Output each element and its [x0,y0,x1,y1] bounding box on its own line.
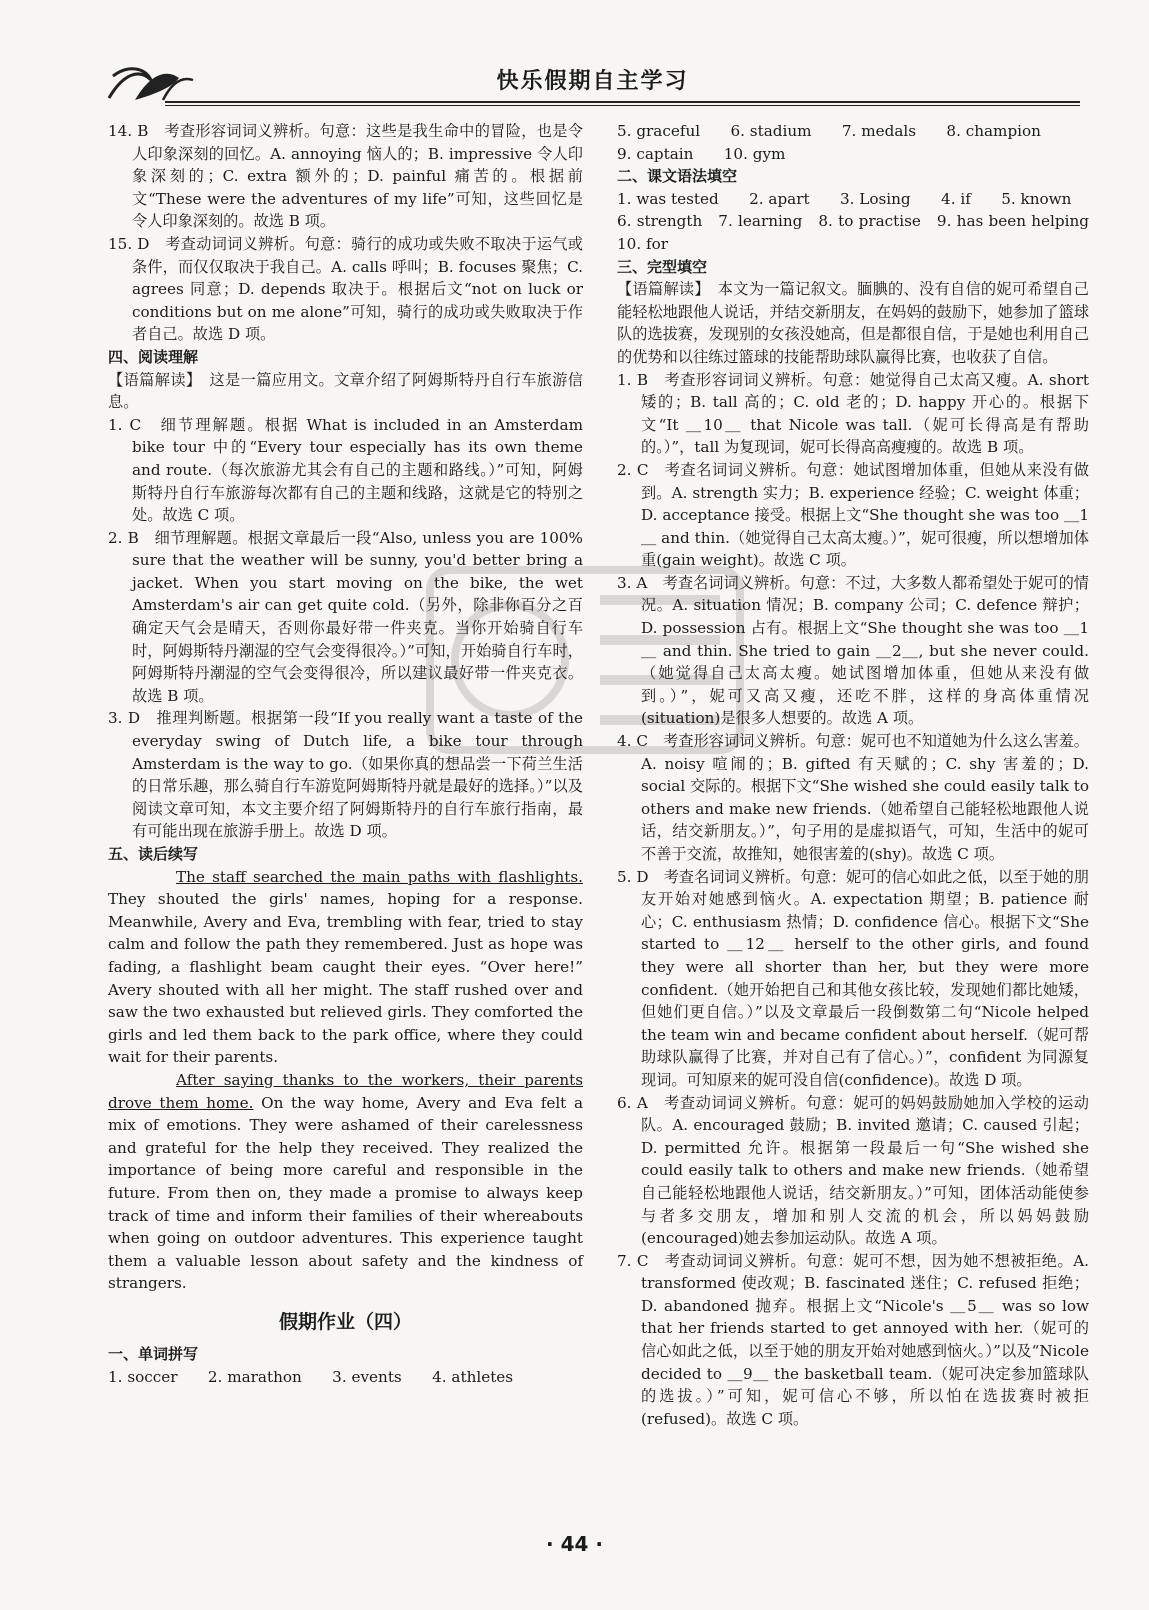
answer-14: 14. B 考查形容词词义辨析。句意：这些是我生命中的冒险，也是令人印象深刻的回忆。A. annoying 恼人的；B. impressive 令人印象深刻的；C. extra 额外的；D. painful 痛苦的。根据前文“These were the adventures of my life”可知，这些回忆是令人印象深刻的。故选 B 项。 [108,122,583,231]
continuation-paragraph-2 [108,1069,583,1295]
grammar-answers-1: 1. was tested 2. apart 3. Losing 4. if 5. known [617,189,1072,208]
spelling-answers-1: 1. soccer 2. marathon 3. events 4. athletes [108,1368,514,1387]
paragraph-1-body: They shouted the girls' names, hoping for a response. Meanwhile, Avery and Eva, trembling with fear, tried to stay calm and follow the path they remembered. Just as hope was fading, a flashlight beam caught their eyes. “Over here!” Avery shouted with all her might. The staff rushed over and saw the two exhausted but relieved girls. They comforted the girls and led them back to the park office, where they could wait for their parents. [108,890,583,1067]
spelling-answers-2: 5. graceful 6. stadium 7. medals 8. champion [617,122,1041,140]
grammar-answers-2: 6. strength 7. learning 8. to practise 9. has been helping 10. for [617,212,1105,253]
left-column [108,120,583,1389]
cloze-answer-7: 7. C 考查动词词义辨析。句意：妮可不想，因为她不想被拒绝。A. transformed 使改观；B. fascinated 迷住；C. refused 拒绝；D. abandoned 抛弃。根据上文“Nicole's ＿5＿ was so low that her friends started to get annoyed with her.（妮可的信心如此之低，以至于她的朋友开始对她感到恼火。）”以及“Nicole decided to ＿9＿ the basketball team.（妮可决定参加篮球队的选拔。）”可知，妮可信心不够，所以怕在选拔赛时被拒(refused)。故选 C 项。 [617,1251,1089,1428]
right-column [617,120,1105,1430]
page-header [105,50,1080,112]
section-grammar-fill: 二、课文语法填空 [617,167,738,186]
section-reading: 四、阅读理解 [108,347,199,366]
cloze-answer-1: 1. B 考查形容词词义辨析。句意：她觉得自己太高又瘦。A. short 矮的；B. tall 高的；C. old 老的；D. happy 开心的。根据下文“It ＿10＿ that Nicole was tall.（妮可长得高是有帮助的。）”，tall 为复现词，妮可长得高高瘦瘦的。故选 B 项。 [617,370,1089,457]
section-spelling: 一、单词拼写 [108,1345,199,1364]
reading-answer-1: 1. C 细节理解题。根据 What is included in an Amsterdam bike tour 中的“Every tour especially has its own theme and route.（每次旅游尤其会有自己的主题和路线。）”可知，阿姆斯特丹自行车旅游每次都有自己的主题和线路，这就是它的特别之处。故选 C 项。 [108,415,583,525]
spelling-answers-3: 9. captain 10. gym [617,144,786,163]
homework-title: 假期作业（四） [278,1310,412,1333]
page-number: · 44 · [546,1532,603,1556]
reading-answer-3: 3. D 推理判断题。根据第一段“If you really want a taste of the everyday swing of Dutch life, a bike tour through Amsterdam is the way to go.（如果你真的想品尝一下荷兰生活的日常乐趣，那么骑自行车游览阿姆斯特丹就是最好的选择。）”以及阅读文章可知，本文主要介绍了阿姆斯特丹的自行车旅行指南，最有可能出现在旅游手册上。故选 D 项。 [108,709,583,841]
header-rule [165,101,1080,106]
answer-15: 15. D 考查动词词义辨析。句意：骑行的成功或失败不取决于运气或条件，而仅仅取决于我自己。A. calls 呼叫；B. focuses 聚焦；C. agrees 同意；D. depends 取决于。根据后文“not on luck or conditions but on me alone”可知，骑行的成功或失败取决于作者自己。故选 D 项。 [108,234,583,344]
paragraph-2-body: On the way home, Avery and Eva felt a mix of emotions. They were ashamed of their carelessness and grateful for the help they received. They realized the importance of being more careful and responsible in the future. From then on, they made a promise to always keep track of time and inform their families of their whereabouts when going on outdoor adventures. This experience taught them a valuable lesson about safety and the kindness of strangers. [108,1093,584,1293]
passage-analysis: 【语篇解读】 这是一篇应用文。文章介绍了阿姆斯特丹自行车旅游信息。 [108,370,583,412]
cloze-answer-2: 2. C 考查名词词义辨析。句意：她试图增加体重，但她从来没有做到。A. strength 实力；B. experience 经验；C. weight 体重；D. acceptance 接受。根据上文“She thought she was too ＿1＿ and thin.（她觉得自己太高太瘦。）”，妮可很瘦，所以想增加体重(gain weight)。故选 C 项。 [617,460,1089,570]
section-cloze: 三、完型填空 [617,257,708,276]
first-sentence: The staff searched the main paths with flashlights. [176,867,583,886]
continuation-paragraph-1 [108,866,583,1069]
second-first-sentence: After saying thanks to the workers, their parents drove them home. [108,1070,583,1112]
cloze-answer-3: 3. A 考查名词词义辨析。句意：不过，大多数人都希望处于妮可的情况。A. situation 情况；B. company 公司；C. defence 辩护；D. possession 占有。根据上文“She thought she was too ＿1＿ and thin. She tried to gain ＿2＿, but she never could.（她觉得自己太高太瘦。她试图增加体重，但她从来没有做到。）”，妮可又高又瘦，还吃不胖，这样的身高体重情况(situation)是很多人想要的。故选 A 项。 [617,573,1089,728]
header-title: 快乐假期自主学习 [496,69,689,94]
cloze-answer-4: 4. C 考查形容词词义辨析。句意：妮可也不知道她为什么这么害羞。A. noisy 喧闹的；B. gifted 有天赋的；C. shy 害羞的；D. social 交际的。根据下文“She wished she could easily talk to others and make new friends.（她希望自己能轻松地跟他人说话，结交新朋友。）”，句子用的是虚拟语气，可知，生活中的妮可不善于交流，故推知，她很害羞的(shy)。故选 C 项。 [617,732,1089,863]
cloze-answer-6: 6. A 考查动词词义辨析。句意：妮可的妈妈鼓励她加入学校的运动队。A. encouraged 鼓励；B. invited 邀请；C. caused 引起；D. permitted 允许。根据第一段最后一句“She wished she could easily talk to others and make new friends.（她希望自己能轻松地跟他人说话，结交新朋友。）”可知，团体活动能使参与者多交朋友，增加和别人交流的机会，所以妈妈鼓励(encouraged)她去参加运动队。故选 A 项。 [617,1093,1089,1248]
cloze-answer-5: 5. D 考查名词词义辨析。句意：妮可的信心如此之低，以至于她的朋友开始对她感到恼火。A. expectation 期望；B. patience 耐心；C. enthusiasm 热情；D. confidence 信心。根据下文“She started to ＿12＿ herself to the other girls, and found they were all shorter than her, but they were more confident.（她开始把自己和其他女孩比较，发现她们都比她矮，但她们更自信。）”以及文章最后一段倒数第二句“Nicole helped the team win and became confident about herself.（妮可帮助球队赢得了比赛，并对自己有了信心。）”，confident 为同源复现词。可知原来的妮可没自信(confidence)。故选 D 项。 [617,867,1089,1089]
section-continuation: 五、读后续写 [108,845,199,863]
cloze-analysis: 【语篇解读】 本文为一篇记叙文。腼腆的、没有自信的妮可希望自己能轻松地跟他人说话，并结交新朋友，在妈妈的鼓励下，她参加了篮球队的选拔赛，发现别的女孩没她高，但是都很自信，于是她也利用自己的优势和以往练过篮球的技能帮助球队赢得比赛，也收获了自信。 [617,280,1089,366]
reading-answer-2: 2. B 细节理解题。根据文章最后一段“Also, unless you are 100% sure that the weather will be sunny, you'd better bring a jacket. When you start moving on the bike, the wet Amsterdam's air can get quite cold.（另外，除非你百分之百确定天气会是晴天，否则你最好带一件夹克。当你开始骑自行车时，阿姆斯特丹潮湿的空气会变得很冷。）”可知，开始骑自行车时，阿姆斯特丹潮湿的空气会变得很冷，所以建议最好带一件夹克衣。故选 B 项。 [108,528,583,705]
